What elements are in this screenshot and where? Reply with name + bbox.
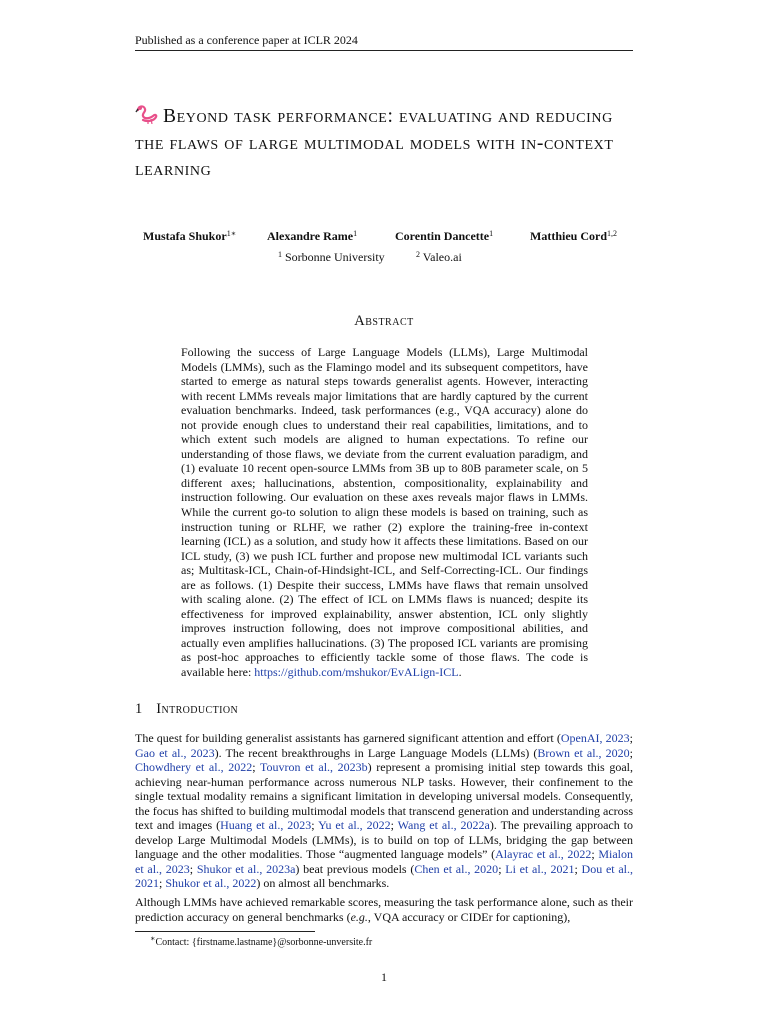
text-run: ; [591, 847, 599, 862]
author-4: Matthieu Cord$^{1,2}$ [530, 229, 617, 243]
citation-link[interactable]: Huang et al., 2023 [220, 818, 312, 833]
text-run: ; [629, 731, 634, 745]
flamingo-icon [135, 104, 159, 124]
citation-link[interactable]: Mialon et al., 2023 [135, 847, 634, 876]
citation-link[interactable]: Wang et al., 2022a [397, 818, 490, 833]
text-run: ; [252, 760, 260, 775]
footnote: ∗Contact: {firstname.lastname}@sorbonne-unversite.fr [150, 934, 373, 948]
intro-paragraph-2 [135, 895, 633, 924]
italic-text: e.g. [350, 909, 368, 924]
text-run: ; [311, 818, 319, 833]
text-run: The quest for building generalist assistants has garnered significant attention and effort ( [135, 731, 561, 745]
citation-link[interactable]: Dou et al., 2021 [135, 861, 634, 891]
text-run: ; [159, 876, 166, 891]
text-run: ) represent a promising initial step towards this goal, achieving near-human performance across numerous NLP tasks. However, their confinement to the single textual modality remains a significant limitation in developing universal models. Consequently, the focus has shifted to building multimodal models that transcend generation and understanding across text and images ( [135, 760, 634, 833]
text-run: ; [189, 861, 197, 876]
author-2: Alexandre Rame$^1$ [267, 229, 358, 243]
header-rule [135, 50, 633, 51]
citation-link[interactable]: Alayrac et al., 2022 [495, 847, 592, 862]
paper-title-text: Beyond task performance: evaluating and reducing the flaws of large multimodal models with in-context learning [135, 106, 614, 180]
citation-link[interactable]: OpenAI, 2023 [560, 731, 630, 745]
abstract-heading: Abstract [354, 313, 414, 329]
text-run: ; [498, 861, 506, 876]
citation-link[interactable]: Chowdhery et al., 2022 [135, 760, 253, 775]
citation-link[interactable]: Touvron et al., 2023b [259, 760, 368, 775]
text-run: ; [574, 861, 582, 876]
text-run: Although LMMs have achieved remarkable scores, measuring the task performance alone, such as their prediction accuracy on general benchmarks ( [135, 895, 633, 924]
citation-link[interactable]: Shukor et al., 2023a [196, 861, 296, 876]
citation-link[interactable]: Shukor et al., 2022 [165, 876, 257, 891]
citation-link[interactable]: Yu et al., 2022 [318, 818, 391, 833]
footnote-rule [135, 931, 315, 932]
section-heading: 1 Introduction [135, 701, 239, 717]
citation-link[interactable]: Brown et al., 2020 [537, 745, 630, 760]
text-run: ). The recent breakthroughs in Large Language Models (LLMs) ( [214, 745, 538, 760]
text-run: ). The prevailing approach to develop Large Multimodal Models (LMMs), is to build on top of LLMs, bridging the gap between language and the other modalities. Those “augmented language models” ( [135, 818, 634, 862]
text-run: ; [390, 818, 398, 833]
affiliation-2: $^2$ Valeo.ai [416, 250, 462, 264]
text-run: , VQA accuracy or CIDEr for captioning), [367, 909, 571, 924]
author-3: Corentin Dancette$^1$ [395, 229, 494, 243]
citation-link[interactable]: Chen et al., 2020 [414, 861, 499, 876]
page-number: 1 [381, 970, 387, 984]
text-run: ) beat previous models ( [295, 861, 415, 876]
citation-link[interactable]: Gao et al., 2023 [135, 745, 215, 760]
code-link[interactable]: https://github.com/mshukor/EvALign-ICL [254, 665, 459, 680]
running-header: Published as a conference paper at ICLR 2024 [135, 33, 358, 47]
citation-link[interactable]: Li et al., 2021 [505, 861, 575, 876]
text-run: ) on almost all benchmarks. [256, 876, 390, 891]
paper-title [135, 104, 635, 184]
text-run: ; [629, 745, 633, 760]
author-1: Mustafa Shukor$^{1∗}$ [143, 229, 237, 243]
affiliation-1: $^1$ Sorbonne University [278, 250, 385, 264]
abstract-body: Following the success of Large Language Models (LLMs), Large Multimodal Models (LMMs), such as the Flamingo model and its subsequent competitors, have started to emerge as natural steps towards generalist agents. However, interacting with recent LMMs reveals major limitations that are hardly captured by the current evaluation benchmarks. Indeed, task performances (e.g., VQA accuracy) alone do not provide enough clues to understand their real capabilities, limitations, and to which extent such models are aligned to human expectations. To refine our understanding of those flaws, we deviate from the current evaluation paradigm, and (1) evaluate 10 recent open-source LMMs from 3B up to 80B parameter scale, on 5 different axes; hallucinations, abstention, compositionality, explainability and instruction following. Our evaluation on these axes reveals major flaws in LMMs. While the current go-to solution to align these models is based on training, such as instruction tuning or RLHF, we rather (2) explore the training-free in-context learning (ICL) as a solution, and study how it affects these limitations. Based on our ICL study, (3) we push ICL further and propose new multimodal ICL variants such as; Multitask-ICL, Chain-of-Hindsight-ICL, and Self-Correcting-ICL. Our findings are as follows. (1) Despite their success, LMMs have flaws that remain unsolved with scaling alone. (2) The effect of ICL on LMMs flaws is nuanced; despite its effectiveness for improved explainability, answer abstention, ICL only slightly improves instruction following, does not improve compositional abilities, and actually even amplifies hallucinations. (3) The proposed ICL variants are promising as post-hoc approaches to efficiently tackle some of those flaws. The code is available here: https://github.com/mshukor/EvALign-ICL. [181, 345, 588, 680]
intro-paragraph-1 [135, 731, 633, 891]
